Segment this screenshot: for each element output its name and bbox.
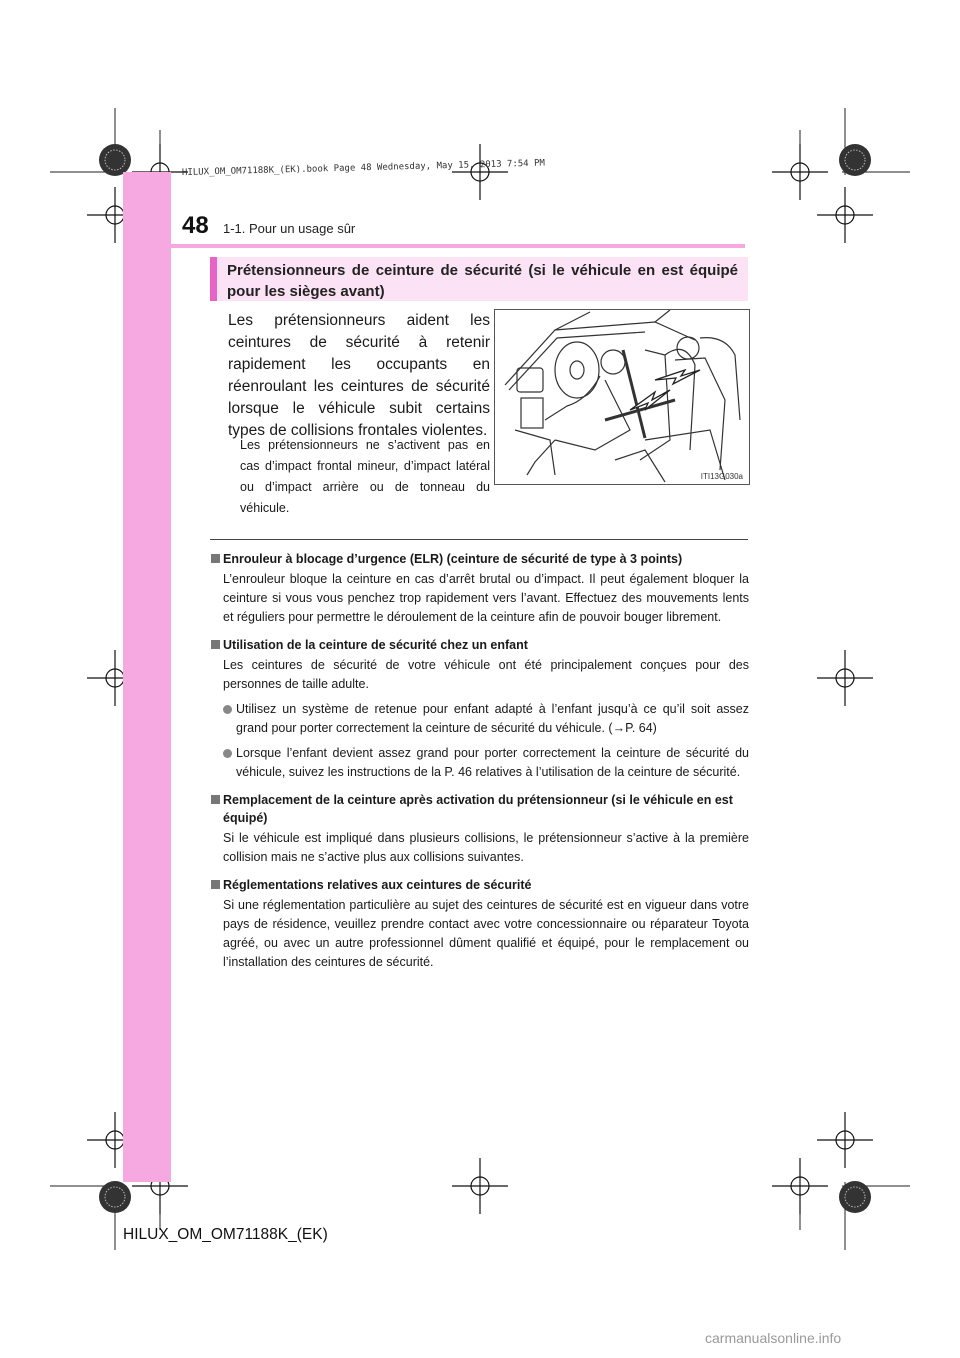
watermark: carmanualsonline.info	[705, 1330, 842, 1346]
note-title-replacement: Remplacement de la ceinture après activation du prétensionneur (si le véhicule en est équipé)	[211, 791, 749, 827]
note-title-elr: Enrouleur à blocage d’urgence (ELR) (ceinture de sécurité de type à 3 points)	[211, 550, 749, 568]
note-body-replacement: Si le véhicule est impliqué dans plusieurs collisions, le prétensionneur s’active à la première collision mais ne s’active plus aux collisions suivantes.	[223, 831, 749, 864]
footer-code: HILUX_OM_OM71188K_(EK)	[123, 1226, 328, 1243]
heading-line-2: pour les sièges avant)	[227, 283, 385, 300]
note-body-elr: L’enrouleur bloque la ceinture en cas d’arrêt brutal ou d’impact. Il peut également bloquer la ceinture si vous vous penchez trop rapidement vers l’avant. Effectuez des mouvements lents et réguliers pour permettre le déroulement de la ceinture afin de pouvoir bouger librement.	[223, 572, 749, 624]
car-interior-drawing	[495, 310, 749, 484]
side-tab-strip	[123, 172, 171, 1182]
note-title-regulations: Réglementations relatives aux ceintures de sécurité	[211, 876, 749, 894]
section-title: 1-1. Pour un usage sûr	[223, 221, 356, 236]
page-number: 48	[182, 212, 209, 239]
notes-section	[211, 550, 749, 972]
note-body-child: Les ceintures de sécurité de votre véhicule ont été principalement conçues pour des personnes de taille adulte.	[223, 658, 749, 691]
section-heading	[210, 257, 748, 301]
header-rule	[123, 244, 745, 248]
intro-note: Les prétensionneurs ne s’activent pas en cas d’impact frontal mineur, d’impact latéral ou d’impact arrière ou de tonneau du véhicule.	[240, 438, 490, 515]
heading-line-1: Prétensionneurs de ceinture de sécurité (si le véhicule en est équipé	[227, 262, 738, 279]
intro-text: Les prétensionneurs aident les ceintures de sécurité à retenir rapidement les occupants en réenroulant les ceintures de sécurité lorsque le véhicule subit certains types de collisions frontales violentes.	[228, 312, 490, 439]
note-title-child: Utilisation de la ceinture de sécurité chez un enfant	[211, 636, 749, 654]
note-bullet-child-restraint: Utilisez un système de retenue pour enfant adapté à l’enfant jusqu’à ce qu’il soit assez grand pour porter correctement la ceinture de sécurité du véhicule. (→P. 64)	[223, 700, 749, 738]
pretensioner-illustration	[494, 309, 750, 485]
note-bullet-child-belt: Lorsque l’enfant devient assez grand pour porter correctement la ceinture de sécurité du véhicule, suivez les instructions de la P. 46 relatives à l’utilisation de la ceinture de sécurité.	[223, 744, 749, 782]
illustration-code: ITI13G030a	[700, 472, 743, 481]
note-body-regulations: Si une réglementation particulière au sujet des ceintures de sécurité est en vigueur dans votre pays de résidence, veuillez prendre contact avec votre concessionnaire ou réparateur Toyota agréé, ou avec un autre professionnel dûment qualifié et équipé, pour le remplacement ou l’installation des ceintures de sécurité.	[223, 898, 749, 969]
book-info: HILUX_OM_OM71188K_(EK).book Page 48 Wednesday, May 15, 2013 7:54 PM	[181, 158, 546, 178]
section-divider	[210, 539, 748, 540]
